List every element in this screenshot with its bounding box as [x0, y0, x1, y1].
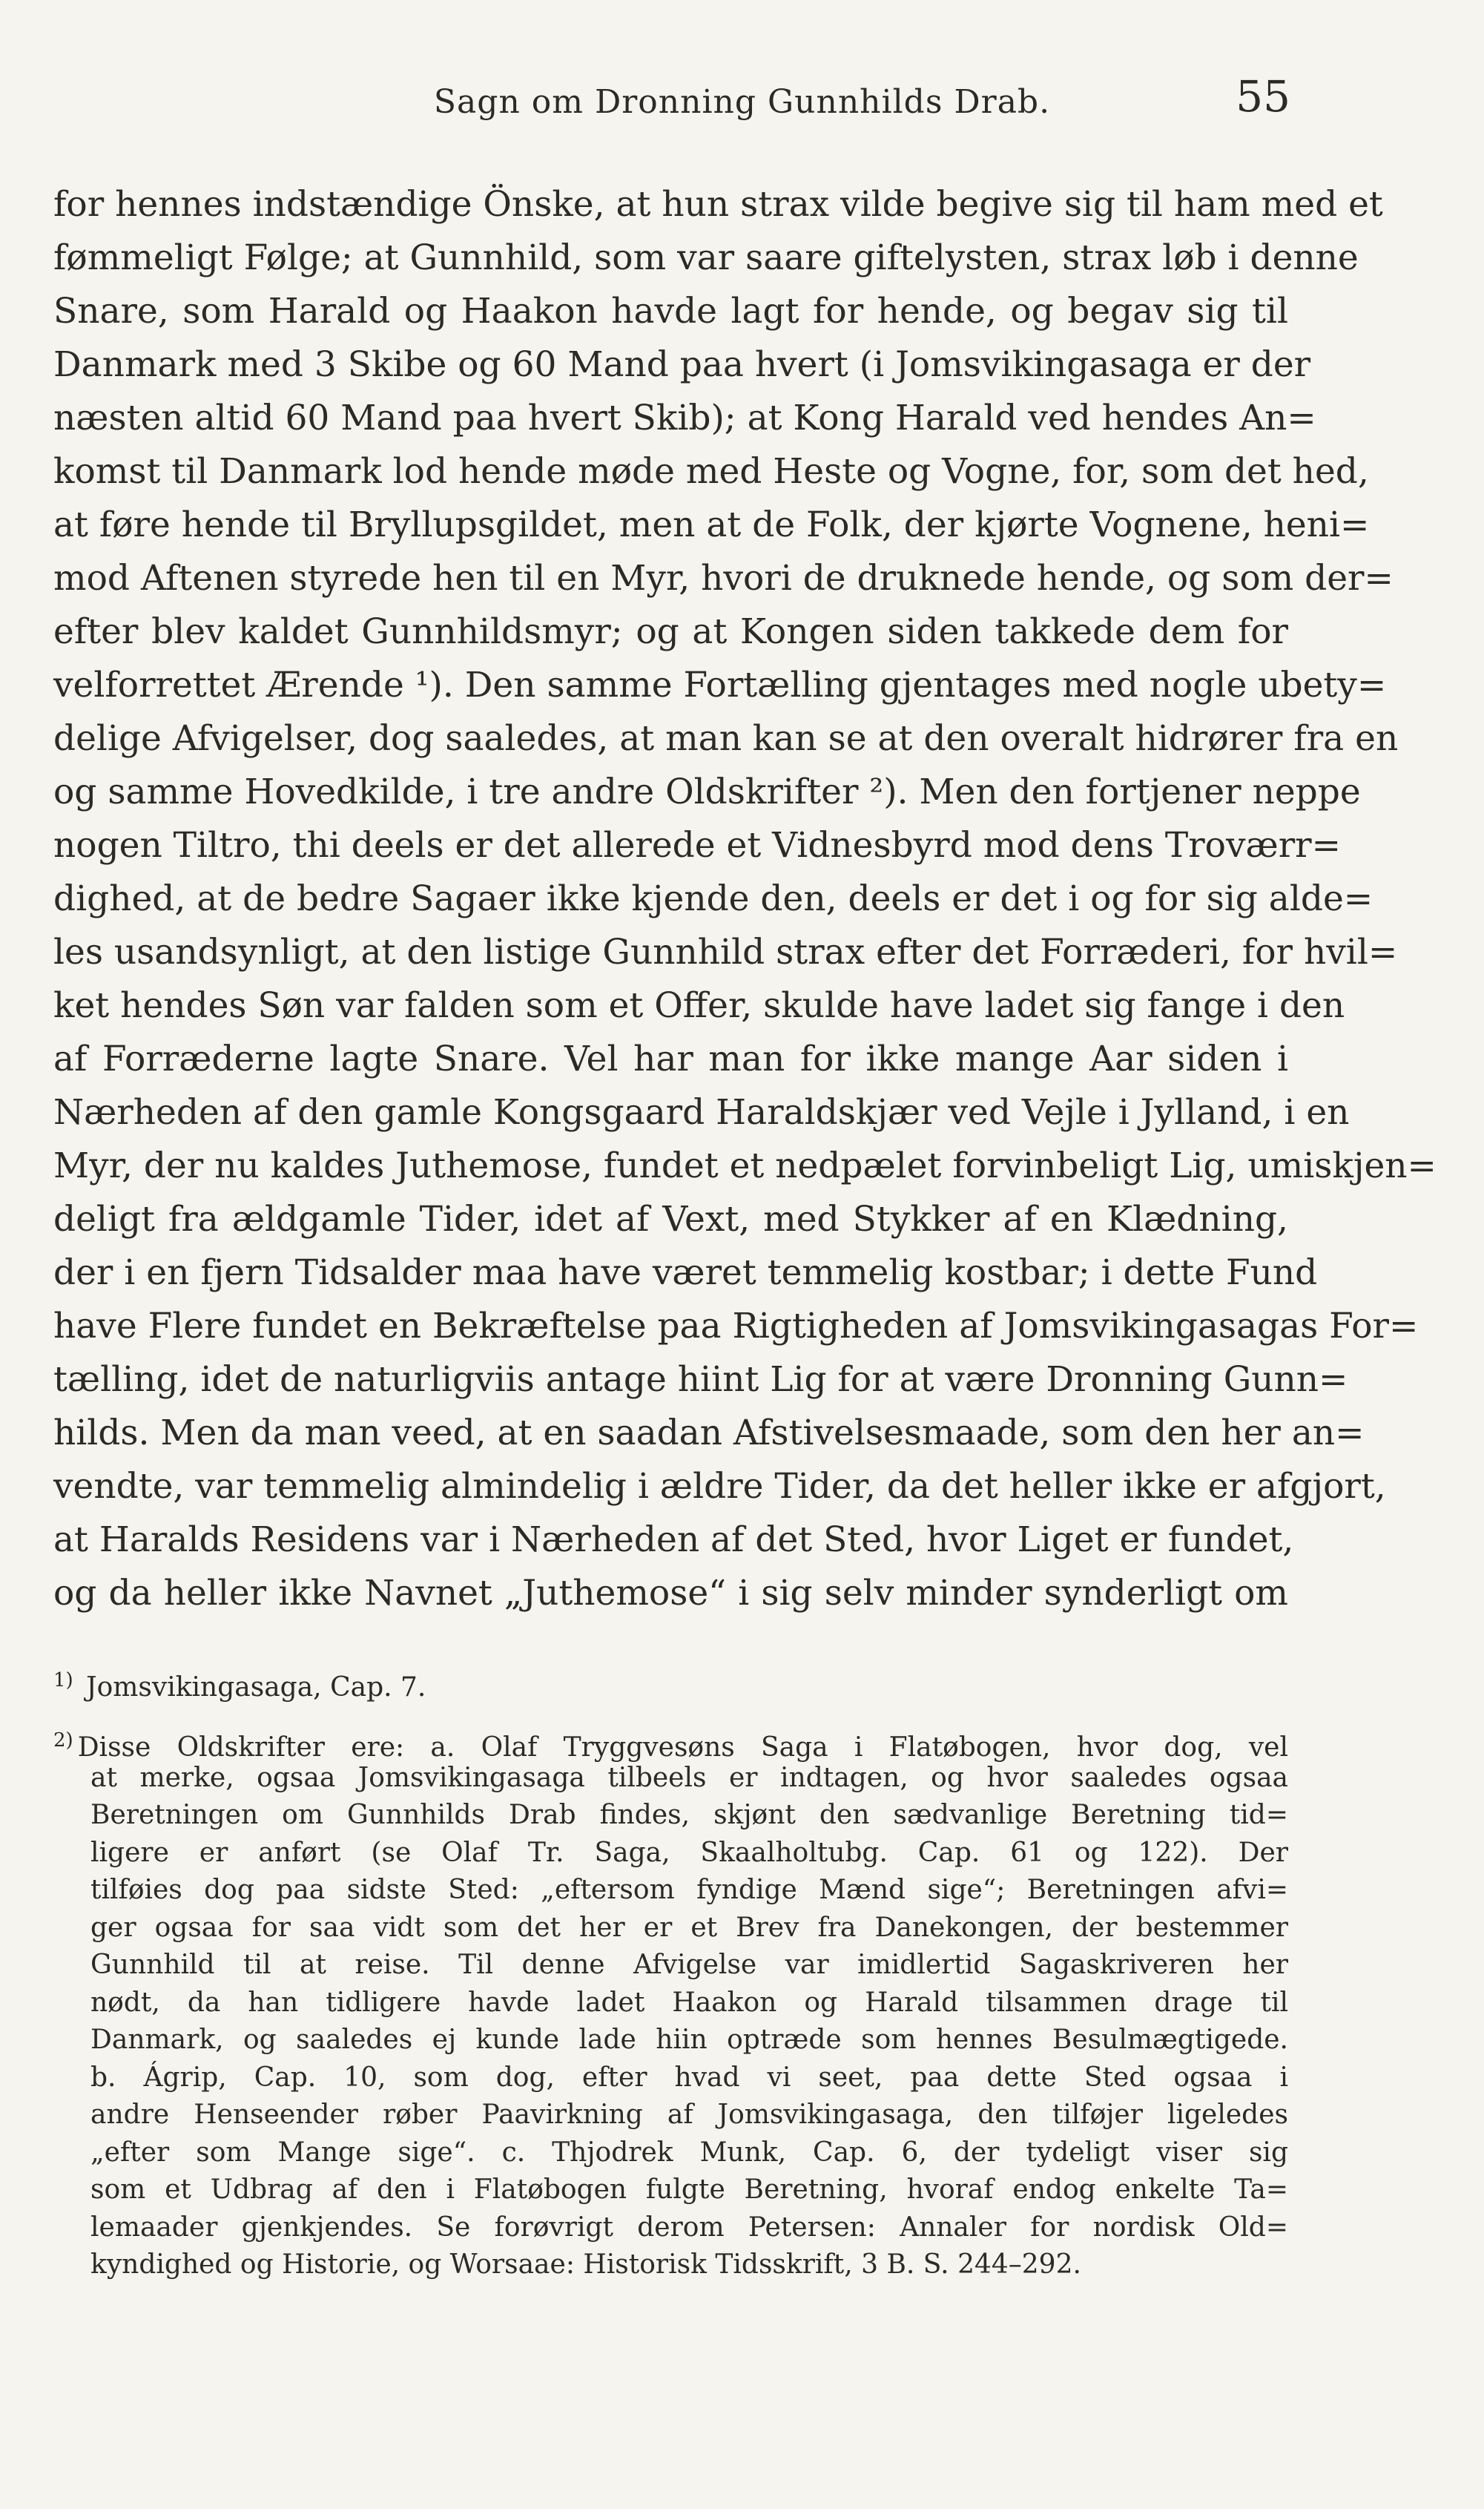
body-line: tælling, idet de naturligviis antage hiint Lig for at være Dronning Gunn=: [53, 1359, 1348, 1400]
body-line: der i en fjern Tidsalder maa have været temmelig kostbar; i dette Fund: [53, 1252, 1318, 1293]
body-line: og samme Hovedkilde, i tre andre Oldskrifter ²). Men den fortjener neppe: [53, 772, 1361, 812]
body-line: efter blev kaldet Gunnhildsmyr; og at Kongen siden takkede dem for: [53, 611, 1288, 652]
body-line: hilds. Men da man veed, at en saadan Afstivelsesmaade, som den her an=: [53, 1413, 1365, 1453]
body-line: for hennes indstændige Önske, at hun strax vilde begive sig til ham med et: [53, 184, 1383, 225]
footnote-2-line: nødt, da han tidligere havde ladet Haakon og Harald tilsammen drage til: [90, 1987, 1288, 2018]
footnote-2-line: ger ogsaa for saa vidt som det her er et Brev fra Danekongen, der bestemmer: [90, 1912, 1288, 1943]
running-title: Sagn om Dronning Gunnhilds Drab.: [433, 83, 1051, 121]
body-line: have Flere fundet en Bekræftelse paa Rigtigheden af Jomsvikingasagas For=: [53, 1306, 1419, 1346]
body-line: og da heller ikke Navnet „Juthemose“ i sig selv minder synderligt om: [53, 1573, 1288, 1614]
body-line: delige Afvigelser, dog saaledes, at man kan se at den overalt hidrører fra en: [53, 718, 1399, 759]
footnote-1: [53, 1658, 1288, 1703]
body-line: Myr, der nu kaldes Juthemose, fundet et nedpælet forvinbeligt Lig, umiskjen=: [53, 1145, 1437, 1186]
footnote-2-line: kyndighed og Historie, og Worsaae: Historisk Tidsskrift, 3 B. S. 244–292.: [90, 2249, 1081, 2280]
body-line: ket hendes Søn var falden som et Offer, skulde have ladet sig fange i den: [53, 985, 1345, 1026]
footnote-2-line: b. Ágrip, Cap. 10, som dog, efter hvad vi seet, paa dette Sted ogsaa i: [90, 2062, 1288, 2093]
footnote-2-line: ligere er anført (se Olaf Tr. Saga, Skaalholtubg. Cap. 61 og 122). Der: [90, 1837, 1288, 1868]
footnote-2-line: at merke, ogsaa Jomsvikingasaga tilbeels er indtagen, og hvor saaledes ogsaa: [90, 1762, 1288, 1793]
body-line: af Forræderne lagte Snare. Vel har man for ikke mange Aar siden i: [53, 1039, 1288, 1079]
footnote-text: Jomsvikingasaga, Cap. 7.: [86, 1672, 426, 1703]
footnote-marker: 2): [53, 1729, 73, 1752]
footnote-marker: 1): [53, 1669, 73, 1691]
body-line: Snare, som Harald og Haakon havde lagt for hende, og begav sig til: [53, 291, 1288, 332]
body-line: Danmark med 3 Skibe og 60 Mand paa hvert (i Jomsvikingasaga er der: [53, 344, 1311, 385]
body-line: at føre hende til Bryllupsgildet, men at de Folk, der kjørte Vognene, heni=: [53, 504, 1370, 545]
body-line: vendte, var temmelig almindelig i ældre Tider, da det heller ikke er afgjort,: [53, 1466, 1386, 1507]
body-text: [53, 178, 1437, 1620]
body-line: Nærheden af den gamle Kongsgaard Haraldskjær ved Vejle i Jylland, i en: [53, 1092, 1350, 1133]
body-line: komst til Danmark lod hende møde med Heste og Vogne, for, som det hed,: [53, 451, 1369, 492]
footnote-2-line: Gunnhild til at reise. Til denne Afvigelse var imidlertid Sagaskriveren her: [90, 1950, 1288, 1980]
footnote-2-line: lemaader gjenkjendes. Se forøvrigt derom Petersen: Annaler for nordisk Old=: [90, 2212, 1288, 2243]
page-number: 55: [1236, 71, 1290, 122]
footnote-2-line: Danmark, og saaledes ej kunde lade hiin optræde som hennes Besulmægtigede.: [90, 2025, 1288, 2055]
body-line: fømmeligt Følge; at Gunnhild, som var saare giftelysten, strax løb i denne: [53, 237, 1359, 278]
body-line: at Haralds Residens var i Nærheden af det Sted, hvor Liget er fundet,: [53, 1519, 1294, 1560]
footnote-2-line: som et Udbrag af den i Flatøbogen fulgte Beretning, hvoraf endog enkelte Ta=: [90, 2174, 1288, 2205]
body-line: nogen Tiltro, thi deels er det allerede et Vidnesbyrd mod dens Troværr=: [53, 825, 1342, 866]
body-line: les usandsynligt, at den listige Gunnhild strax efter det Forræderi, for hvil=: [53, 932, 1398, 973]
body-line: næsten altid 60 Mand paa hvert Skib); at Kong Harald ved hendes An=: [53, 398, 1316, 438]
footnote-2-line: andre Henseender røber Paavirkning af Jomsvikingasaga, den tilføjer ligeledes: [90, 2099, 1288, 2130]
body-line: mod Aftenen styrede hen til en Myr, hvori de druknede hende, og som der=: [53, 558, 1394, 599]
body-line: dighed, at de bedre Sagaer ikke kjende den, deels er det i og for sig alde=: [53, 878, 1373, 919]
footnote-text: Disse Oldskrifter ere: a. Olaf Tryggvesøns Saga i Flatøbogen, hvor dog, vel: [77, 1732, 1288, 1763]
body-line: velforrettet Ærende ¹). Den samme Fortælling gjentages med nogle ubety=: [53, 665, 1387, 706]
footnote-2-line: Beretningen om Gunnhilds Drab findes, skjønt den sædvanlige Beretning tid=: [90, 1800, 1288, 1830]
footnote-2-line: tilføies dog paa sidste Sted: „eftersom fyndige Mænd sige“; Beretningen afvi=: [90, 1875, 1288, 1905]
footnotes: [53, 1658, 1288, 2284]
footnote-2-line: [53, 1722, 1288, 1763]
footnote-2-line: „efter som Mange sige“. c. Thjodrek Munk, Cap. 6, der tydeligt viser sig: [90, 2137, 1288, 2168]
body-line: deligt fra ældgamle Tider, idet af Vext, med Stykker af en Klædning,: [53, 1199, 1288, 1240]
